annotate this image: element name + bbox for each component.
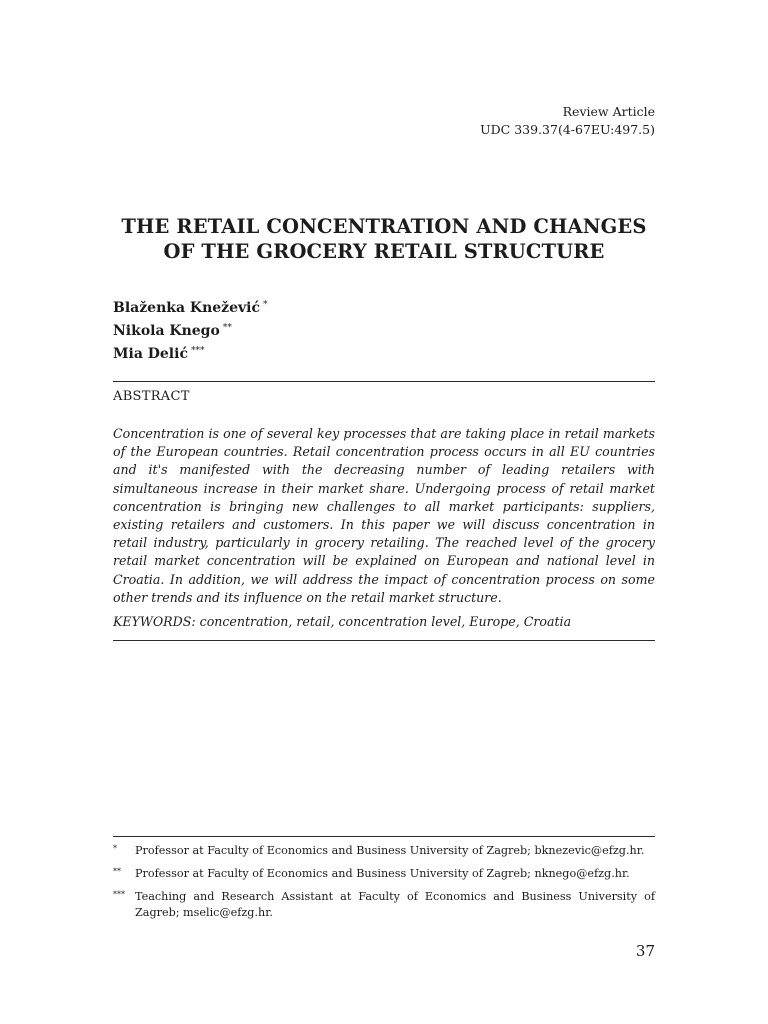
author-footnote-mark: *** (190, 346, 205, 356)
keywords: KEYWORDS: concentration, retail, concentration level, Europe, Croatia (113, 614, 572, 629)
article-type: Review Article (562, 104, 655, 119)
author (113, 295, 268, 318)
footnote-mark: * (113, 844, 117, 853)
author (113, 318, 268, 341)
footnote-text: Teaching and Research Assistant at Faculty of Economics and Business University of Zagreb; mselic@efzg.hr. (135, 890, 655, 919)
abstract-heading: ABSTRACT (113, 389, 190, 404)
udc-code: UDC 339.37(4-67EU:497.5) (480, 122, 655, 137)
paper-title (113, 214, 655, 264)
footnote (113, 866, 655, 882)
title-line-1: THE RETAIL CONCENTRATION AND CHANGES (121, 215, 647, 238)
author-footnote-mark: ** (222, 323, 232, 333)
footnote-text: Professor at Faculty of Economics and Business University of Zagreb; nknego@efzg.hr. (135, 867, 630, 880)
author-name: Mia Delić (113, 346, 188, 362)
author-list (113, 295, 268, 364)
footnote-mark: *** (113, 890, 125, 899)
footnote-mark: ** (113, 867, 121, 876)
footnotes (113, 843, 655, 928)
author-name: Nikola Knego (113, 323, 220, 339)
page-number: 37 (635, 942, 655, 960)
article-meta (480, 103, 655, 139)
abstract-top-rule (113, 381, 655, 382)
author-footnote-mark: * (263, 300, 268, 310)
abstract-text: Concentration is one of several key processes that are taking place in retail markets of the European countries. Retail concentration process occurs in all EU countries and it's manifested with the decreasing number of leading retailers with simultaneous increase in their market share. Undergoing process of retail market concentration is bringing new challenges to all market participants: suppliers, existing retailers and customers. In this paper we will discuss concentration in retail industry, particularly in grocery retailing. The reached level of the grocery retail market concentration will be explained on European and national level in Croatia. In addition, we will address the impact of concentration process on some other trends and its influence on the retail market structure. (113, 426, 655, 605)
footnote-text: Professor at Faculty of Economics and Business University of Zagreb; bknezevic@efzg.hr. (135, 844, 645, 857)
abstract-bottom-rule (113, 640, 655, 641)
footnote (113, 889, 655, 921)
author-name: Blaženka Knežević (113, 300, 260, 316)
title-line-2: OF THE GROCERY RETAIL STRUCTURE (163, 240, 605, 263)
author (113, 341, 268, 364)
footnote (113, 843, 655, 859)
footnote-rule (113, 836, 655, 837)
